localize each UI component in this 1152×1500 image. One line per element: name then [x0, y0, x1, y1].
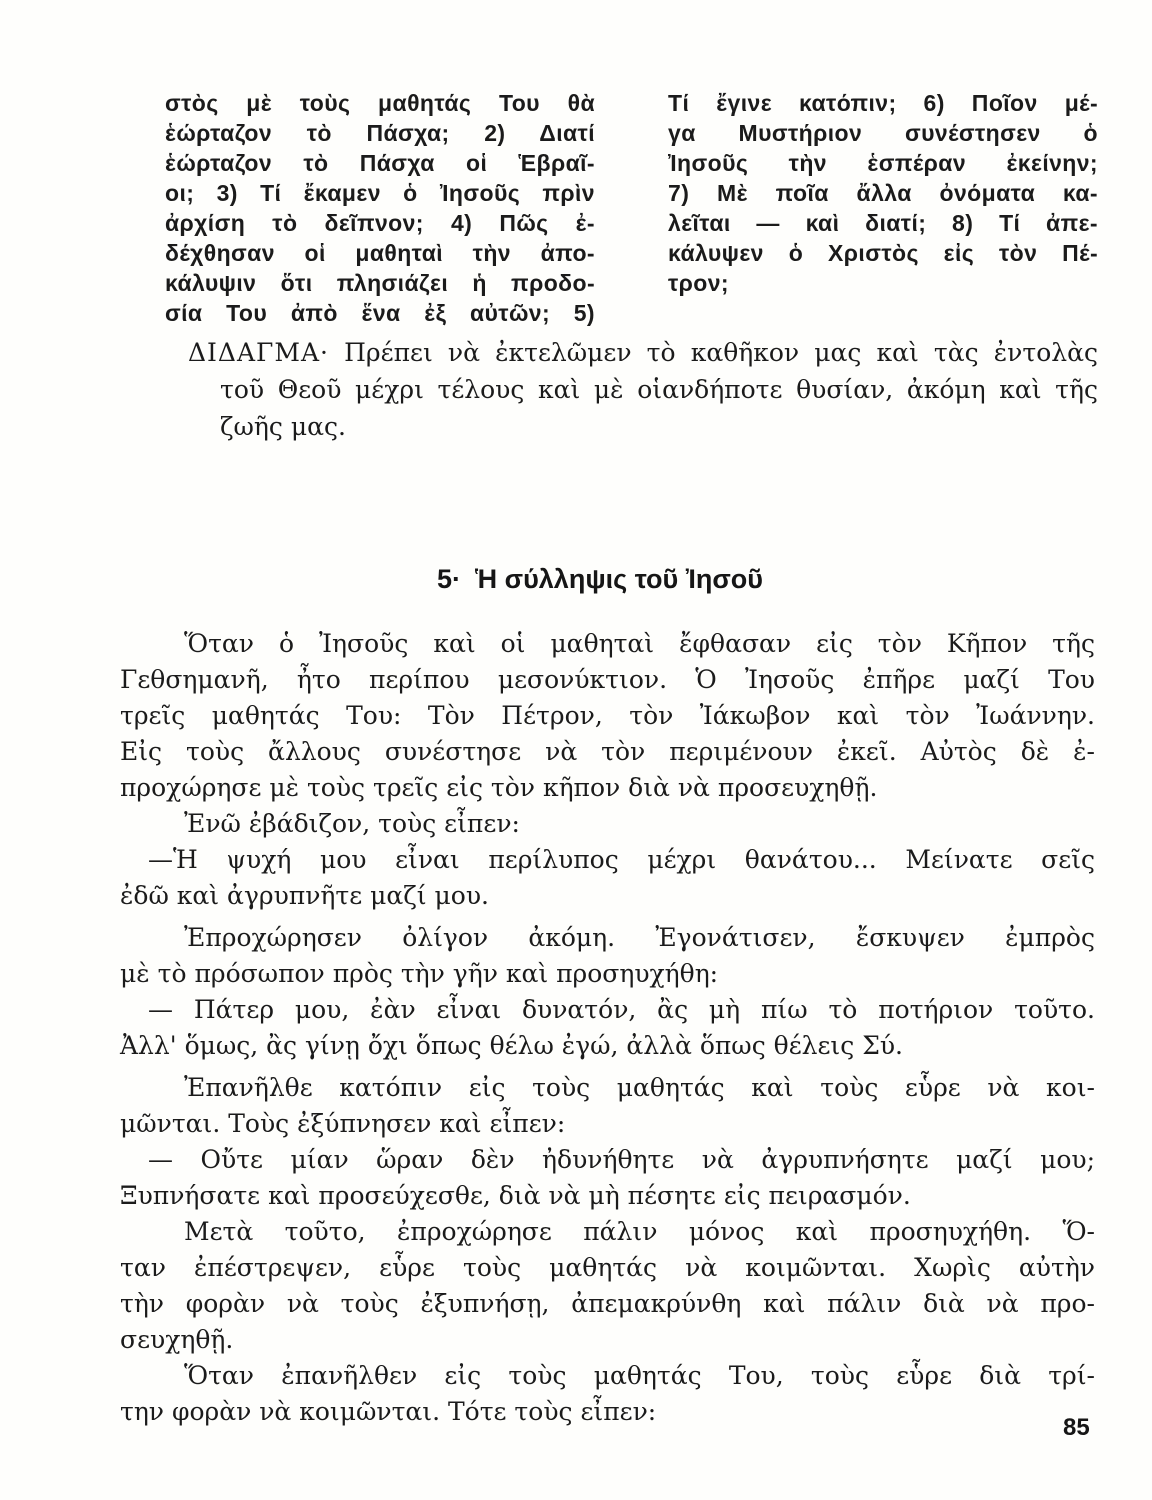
- lesson-paragraph: [188, 334, 1098, 445]
- question-line: Τί ἔγινε κατόπιν; 6) Ποῖον μέ-: [668, 90, 1098, 116]
- question-line: Ἰησοῦς τὴν ἑσπέραν ἐκείνην;: [668, 150, 1098, 176]
- body-line: την φορὰν νὰ κοιμῶνται. Τότε τοὺς εἶπεν:: [120, 1397, 657, 1426]
- question-line: στὸς μὲ τοὺς μαθητάς Του θὰ: [165, 90, 595, 116]
- body-line: —Ἡ ψυχή μου εἶναι περίλυπος μέχρι θανάτου... Μείνατε σεῖς: [148, 845, 1095, 874]
- question-line: 7) Μὲ ποῖα ἄλλα ὀνόματα κα-: [668, 180, 1098, 206]
- body-line: τρεῖς μαθητάς Του: Τὸν Πέτρον, τὸν Ἰάκωβον καὶ τὸν Ἰωάννην.: [120, 701, 1095, 730]
- questions-left-column: [165, 88, 595, 328]
- body-line: σευχηθῇ.: [120, 1325, 234, 1354]
- body-line: Εἰς τοὺς ἄλλους συνέστησε νὰ τὸν περιμένουν ἐκεῖ. Αὐτὸς δὲ ἐ-: [120, 737, 1095, 766]
- body-text: [120, 626, 1095, 1430]
- question-line: δέχθησαν οἱ μαθηταὶ τὴν ἀπο-: [165, 240, 595, 266]
- body-line: Ξυπνήσατε καὶ προσεύχεσθε, διὰ νὰ μὴ πέσητε εἰς πειρασμόν.: [120, 1181, 911, 1210]
- questions-right-column: [668, 88, 1098, 298]
- body-line: Ὅταν ὁ Ἰησοῦς καὶ οἱ μαθηταὶ ἔφθασαν εἰς τὸν Κῆπον τῆς: [184, 629, 1095, 658]
- body-line: ταν ἐπέστρεψεν, εὗρε τοὺς μαθητάς νὰ κοιμῶνται. Χωρὶς αὐτὴν: [120, 1253, 1095, 1282]
- question-line: γα Μυστήριον συνέστησεν ὁ: [668, 120, 1098, 146]
- body-line: προχώρησε μὲ τοὺς τρεῖς εἰς τὸν κῆπον διὰ νὰ προσευχηθῇ.: [120, 773, 878, 802]
- body-line: Ἐπανῆλθε κατόπιν εἰς τοὺς μαθητάς καὶ τοὺς εὗρε νὰ κοι-: [184, 1073, 1095, 1102]
- body-line: — Πάτερ μου, ἐὰν εἶναι δυνατόν, ἂς μὴ πίω τὸ ποτήριον τοῦτο.: [148, 995, 1095, 1024]
- question-line: τρον;: [668, 270, 729, 296]
- question-line: ἑώρταζον τὸ Πάσχα οἱ Ἑβραῖ-: [165, 150, 595, 176]
- question-line: κάλυψεν ὁ Χριστὸς εἰς τὸν Πέ-: [668, 240, 1098, 266]
- section-title: Ἡ σύλληψις τοῦ Ἰησοῦ: [474, 564, 764, 594]
- question-line: οι; 3) Τί ἔκαμεν ὁ Ἰησοῦς πρὶν: [165, 180, 595, 206]
- lesson-line: [188, 334, 1098, 371]
- lesson-text: Πρέπει νὰ ἐκτελῶμεν τὸ καθῆκον μας καὶ τὰς ἐντολὰς: [344, 338, 1098, 367]
- section-number: 5·: [436, 564, 461, 594]
- lesson-label: ΔΙΔΑΓΜΑ·: [188, 338, 329, 367]
- question-line: σία Του ἀπὸ ἕνα ἐξ αὐτῶν; 5): [165, 300, 595, 326]
- body-line: Ἐπροχώρησεν ὀλίγον ἀκόμη. Ἐγονάτισεν, ἔσκυψεν ἐμπρὸς: [184, 923, 1095, 952]
- question-line: λεῖται — καὶ διατί; 8) Τί ἀπε-: [668, 210, 1098, 236]
- body-line: ἐδῶ καὶ ἀγρυπνῆτε μαζί μου.: [120, 881, 489, 910]
- body-line: Ἀλλ' ὅμως, ἂς γίνῃ ὄχι ὅπως θέλω ἐγώ, ἀλλὰ ὅπως θέλεις Σύ.: [120, 1031, 904, 1060]
- lesson-line: τοῦ Θεοῦ μέχρι τέλους καὶ μὲ οἱανδήποτε θυσίαν, ἀκόμη καὶ τῆς: [220, 375, 1098, 404]
- question-line: κάλυψιν ὅτι πλησιάζει ἡ προδο-: [165, 270, 595, 296]
- question-line: ἀρχίση τὸ δεῖπνον; 4) Πῶς ἐ-: [165, 210, 595, 236]
- body-line: τὴν φορὰν νὰ τοὺς ἐξυπνήσῃ, ἀπεμακρύνθη καὶ πάλιν διὰ νὰ προ-: [120, 1289, 1095, 1318]
- body-line: μῶνται. Τοὺς ἐξύπνησεν καὶ εἶπεν:: [120, 1109, 566, 1138]
- lesson-line: ζωῆς μας.: [220, 412, 346, 441]
- page-number: 85: [1063, 1414, 1090, 1441]
- body-line: Ἐνῶ ἐβάδιζον, τοὺς εἶπεν:: [184, 809, 520, 838]
- body-line: Γεθσημανῆ, ἦτο περίπου μεσονύκτιον. Ὁ Ἰησοῦς ἐπῆρε μαζί Του: [120, 665, 1095, 694]
- body-line: Ὅταν ἐπανῆλθεν εἰς τοὺς μαθητάς Του, τοὺς εὗρε διὰ τρί-: [184, 1361, 1095, 1390]
- body-line: μὲ τὸ πρόσωπον πρὸς τὴν γῆν καὶ προσηυχήθη:: [120, 959, 719, 988]
- body-line: Μετὰ τοῦτο, ἐπροχώρησε πάλιν μόνος καὶ προσηυχήθη. Ὅ-: [184, 1217, 1095, 1246]
- body-line: — Οὔτε μίαν ὥραν δὲν ἠδυνήθητε νὰ ἀγρυπνήσητε μαζί μου;: [148, 1145, 1095, 1174]
- section-heading: [0, 564, 1152, 595]
- question-line: ἑώρταζον τὸ Πάσχα; 2) Διατί: [165, 120, 595, 146]
